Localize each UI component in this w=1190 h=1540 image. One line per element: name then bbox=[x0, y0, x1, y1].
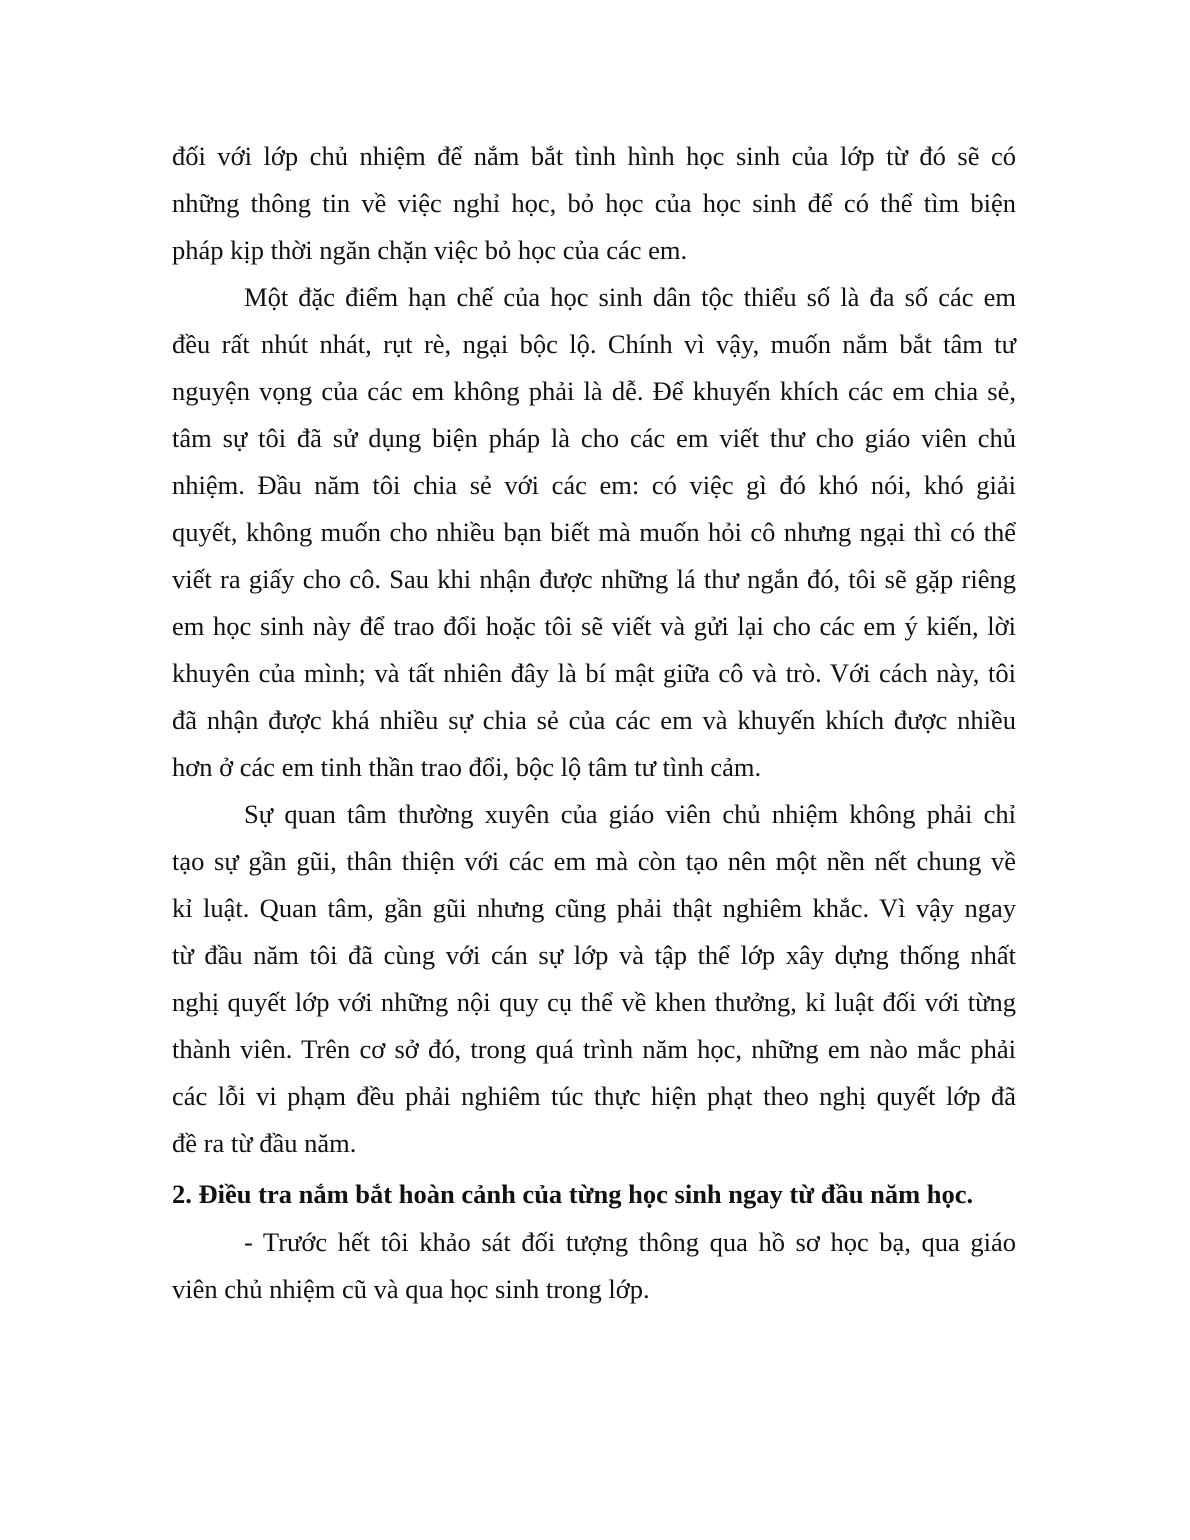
document-page bbox=[172, 133, 1016, 1313]
text-line: nhiệm. Đầu năm tôi chia sẻ với các em: có việc gì đó khó nói, khó giải bbox=[172, 470, 1016, 500]
text-line: hơn ở các em tinh thần trao đổi, bộc lộ tâm tư tình cảm. bbox=[172, 752, 762, 782]
text-line: đã nhận được khá nhiều sự chia sẻ của các em và khuyến khích được nhiều bbox=[172, 705, 1016, 735]
text-line: Một đặc điểm hạn chế của học sinh dân tộc thiểu số là đa số các em bbox=[244, 282, 1016, 312]
paragraph bbox=[172, 133, 1016, 274]
paragraph bbox=[172, 791, 1016, 1167]
text-line: Sự quan tâm thường xuyên của giáo viên chủ nhiệm không phải chỉ bbox=[244, 799, 1016, 829]
text-line: các lỗi vi phạm đều phải nghiêm túc thực hiện phạt theo nghị quyết lớp đã bbox=[172, 1081, 1016, 1111]
text-line: em học sinh này để trao đổi hoặc tôi sẽ viết và gửi lại cho các em ý kiến, lời bbox=[172, 611, 1016, 641]
text-line: nghị quyết lớp với những nội quy cụ thể về khen thưởng, kỉ luật đối với từng bbox=[172, 987, 1016, 1017]
text-line: pháp kịp thời ngăn chặn việc bỏ học của các em. bbox=[172, 235, 688, 265]
text-line: quyết, không muốn cho nhiều bạn biết mà muốn hỏi cô nhưng ngại thì có thể bbox=[172, 517, 1016, 547]
text-line: viết ra giấy cho cô. Sau khi nhận được những lá thư ngắn đó, tôi sẽ gặp riêng bbox=[172, 564, 1016, 594]
text-line: từ đầu năm tôi đã cùng với cán sự lớp và tập thể lớp xây dựng thống nhất bbox=[172, 940, 1016, 970]
text-line: tạo sự gần gũi, thân thiện với các em mà còn tạo nên một nền nết chung về bbox=[172, 846, 1016, 876]
text-line: viên chủ nhiệm cũ và qua học sinh trong lớp. bbox=[172, 1274, 650, 1304]
paragraph bbox=[172, 274, 1016, 791]
text-line: nguyện vọng của các em không phải là dễ. Để khuyến khích các em chia sẻ, bbox=[172, 376, 1016, 406]
text-line: khuyên của mình; và tất nhiên đây là bí mật giữa cô và trò. Với cách này, tôi bbox=[172, 658, 1016, 688]
text-line: thành viên. Trên cơ sở đó, trong quá trình năm học, những em nào mắc phải bbox=[172, 1034, 1016, 1064]
paragraph bbox=[172, 1219, 1016, 1313]
text-line: kỉ luật. Quan tâm, gần gũi nhưng cũng phải thật nghiêm khắc. Vì vậy ngay bbox=[172, 893, 1016, 923]
text-line: đối với lớp chủ nhiệm để nắm bắt tình hình học sinh của lớp từ đó sẽ có bbox=[172, 141, 1016, 171]
text-line: đều rất nhút nhát, rụt rè, ngại bộc lộ. Chính vì vậy, muốn nắm bắt tâm tư bbox=[172, 329, 1016, 359]
text-line: tâm sự tôi đã sử dụng biện pháp là cho các em viết thư cho giáo viên chủ bbox=[172, 423, 1016, 453]
text-line: - Trước hết tôi khảo sát đối tượng thông qua hồ sơ học bạ, qua giáo bbox=[244, 1227, 1016, 1257]
text-line: những thông tin về việc nghỉ học, bỏ học của học sinh để có thể tìm biện bbox=[172, 188, 1016, 218]
text-line: đề ra từ đầu năm. bbox=[172, 1128, 357, 1158]
section-heading: 2. Điều tra nắm bắt hoàn cảnh của từng học sinh ngay từ đầu năm học. bbox=[172, 1179, 974, 1209]
